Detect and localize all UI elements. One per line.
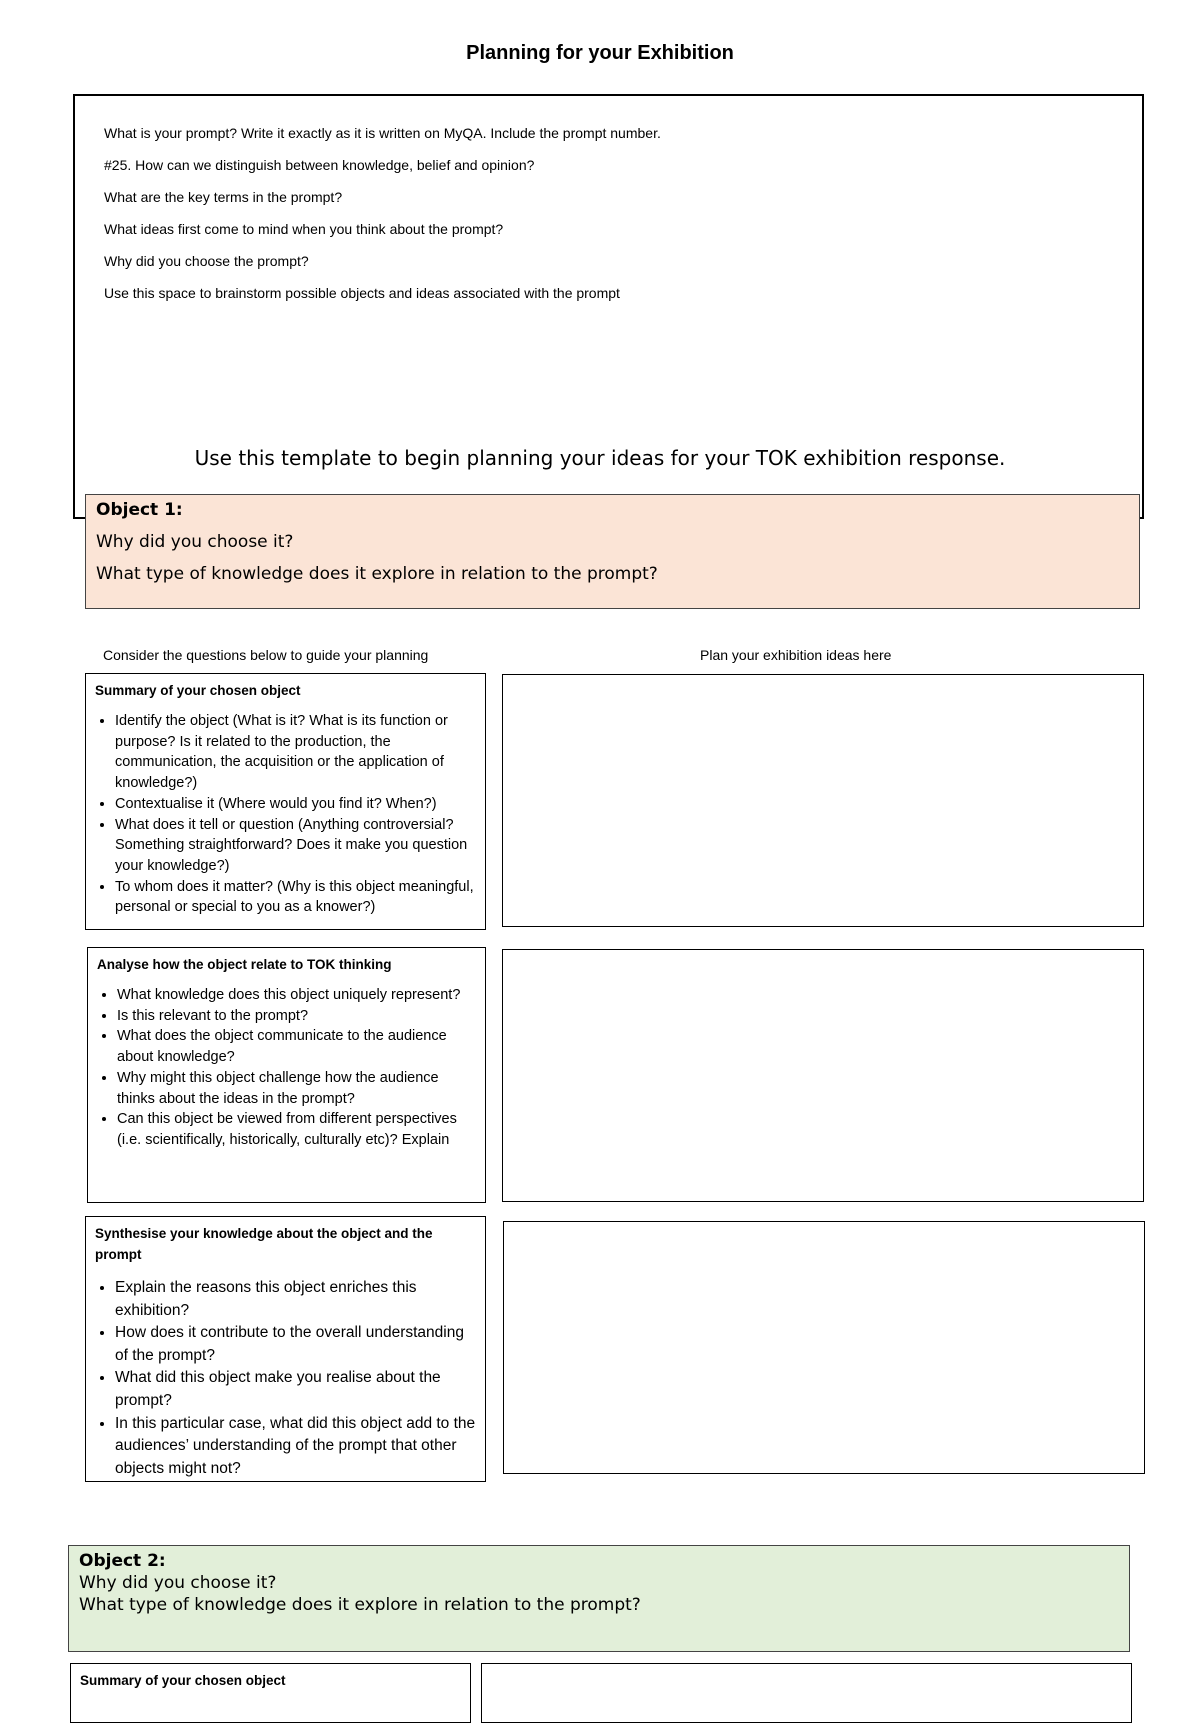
template-note: Use this template to begin planning your ideas for your TOK exhibition response. (194, 446, 1006, 470)
object2-knowledge: What type of knowledge does it explore in relation to the prompt? (79, 1595, 641, 1615)
first-ideas-question: What ideas first come to mind when you think about the prompt? (104, 221, 504, 237)
analyse-title: Analyse how the object relate to TOK thinking (97, 957, 392, 972)
left-column-heading: Consider the questions below to guide your planning (103, 647, 429, 663)
list-item: • Why might this object challenge how the audience thinks about the ideas in the prompt? (117, 1068, 477, 1109)
synthesise-plan-area[interactable] (503, 1221, 1145, 1474)
key-terms-question: What are the key terms in the prompt? (104, 189, 343, 205)
object2-box[interactable] (68, 1545, 1130, 1652)
list-item: • Is this relevant to the prompt? (117, 1006, 477, 1027)
summary-plan-area[interactable] (502, 674, 1144, 927)
why-prompt-question: Why did you choose the prompt? (104, 253, 309, 269)
list-item: • What did this object make you realise about the prompt? (115, 1367, 477, 1412)
analyse-bullets (97, 985, 477, 1151)
object1-why: Why did you choose it? (96, 532, 294, 552)
prompt-text: #25. How can we distinguish between knowledge, belief and opinion? (104, 157, 535, 173)
synthesise-panel (85, 1216, 486, 1482)
object1-knowledge: What type of knowledge does it explore in relation to the prompt? (96, 564, 658, 584)
list-item: • What does the object communicate to the audience about knowledge? (117, 1026, 477, 1067)
summary-panel (85, 673, 486, 930)
list-item: • Identify the object (What is it? What is its function or purpose? Is it related to the production, the communication, the acquisition or the application of knowledge?) (115, 711, 477, 794)
synthesise-bullets (95, 1277, 477, 1480)
object1-box[interactable] (85, 494, 1140, 609)
analyse-plan-area[interactable] (502, 949, 1144, 1202)
summary-title: Summary of your chosen object (95, 683, 301, 698)
list-item: • What does it tell or question (Anything controversial? Something straightforward? Does it make you question your knowledge?) (115, 815, 477, 877)
object2-why: Why did you choose it? (79, 1573, 277, 1593)
list-item: • In this particular case, what did this object add to the audiences’ understanding of the prompt that other objects might not? (115, 1413, 477, 1481)
prompt-instruction: What is your prompt? Write it exactly as it is written on MyQA. Include the prompt number. (104, 125, 661, 141)
list-item: • To whom does it matter? (Why is this object meaningful, personal or special to you as a knower?) (115, 877, 477, 918)
object2-summary-title: Summary of your chosen object (80, 1673, 286, 1688)
synthesise-title: Synthesise your knowledge about the object and the prompt (95, 1226, 433, 1262)
list-item: • Contextualise it (Where would you find it? When?) (115, 794, 477, 815)
page-title: Planning for your Exhibition (466, 42, 734, 64)
object2-summary-plan-area[interactable] (481, 1663, 1132, 1723)
list-item: • Can this object be viewed from different perspectives (i.e. scientifically, historically, culturally etc)? Explain (117, 1109, 477, 1150)
brainstorm-instruction: Use this space to brainstorm possible objects and ideas associated with the prompt (104, 285, 620, 301)
object2-summary-panel (70, 1663, 471, 1723)
object1-heading: Object 1: (96, 500, 183, 520)
object2-heading: Object 2: (79, 1551, 166, 1571)
right-column-heading: Plan your exhibition ideas here (700, 647, 892, 663)
summary-bullets (95, 711, 477, 918)
list-item: • Explain the reasons this object enriches this exhibition? (115, 1277, 477, 1322)
list-item: • What knowledge does this object uniquely represent? (117, 985, 477, 1006)
list-item: • How does it contribute to the overall understanding of the prompt? (115, 1322, 477, 1367)
analyse-panel (87, 947, 486, 1203)
